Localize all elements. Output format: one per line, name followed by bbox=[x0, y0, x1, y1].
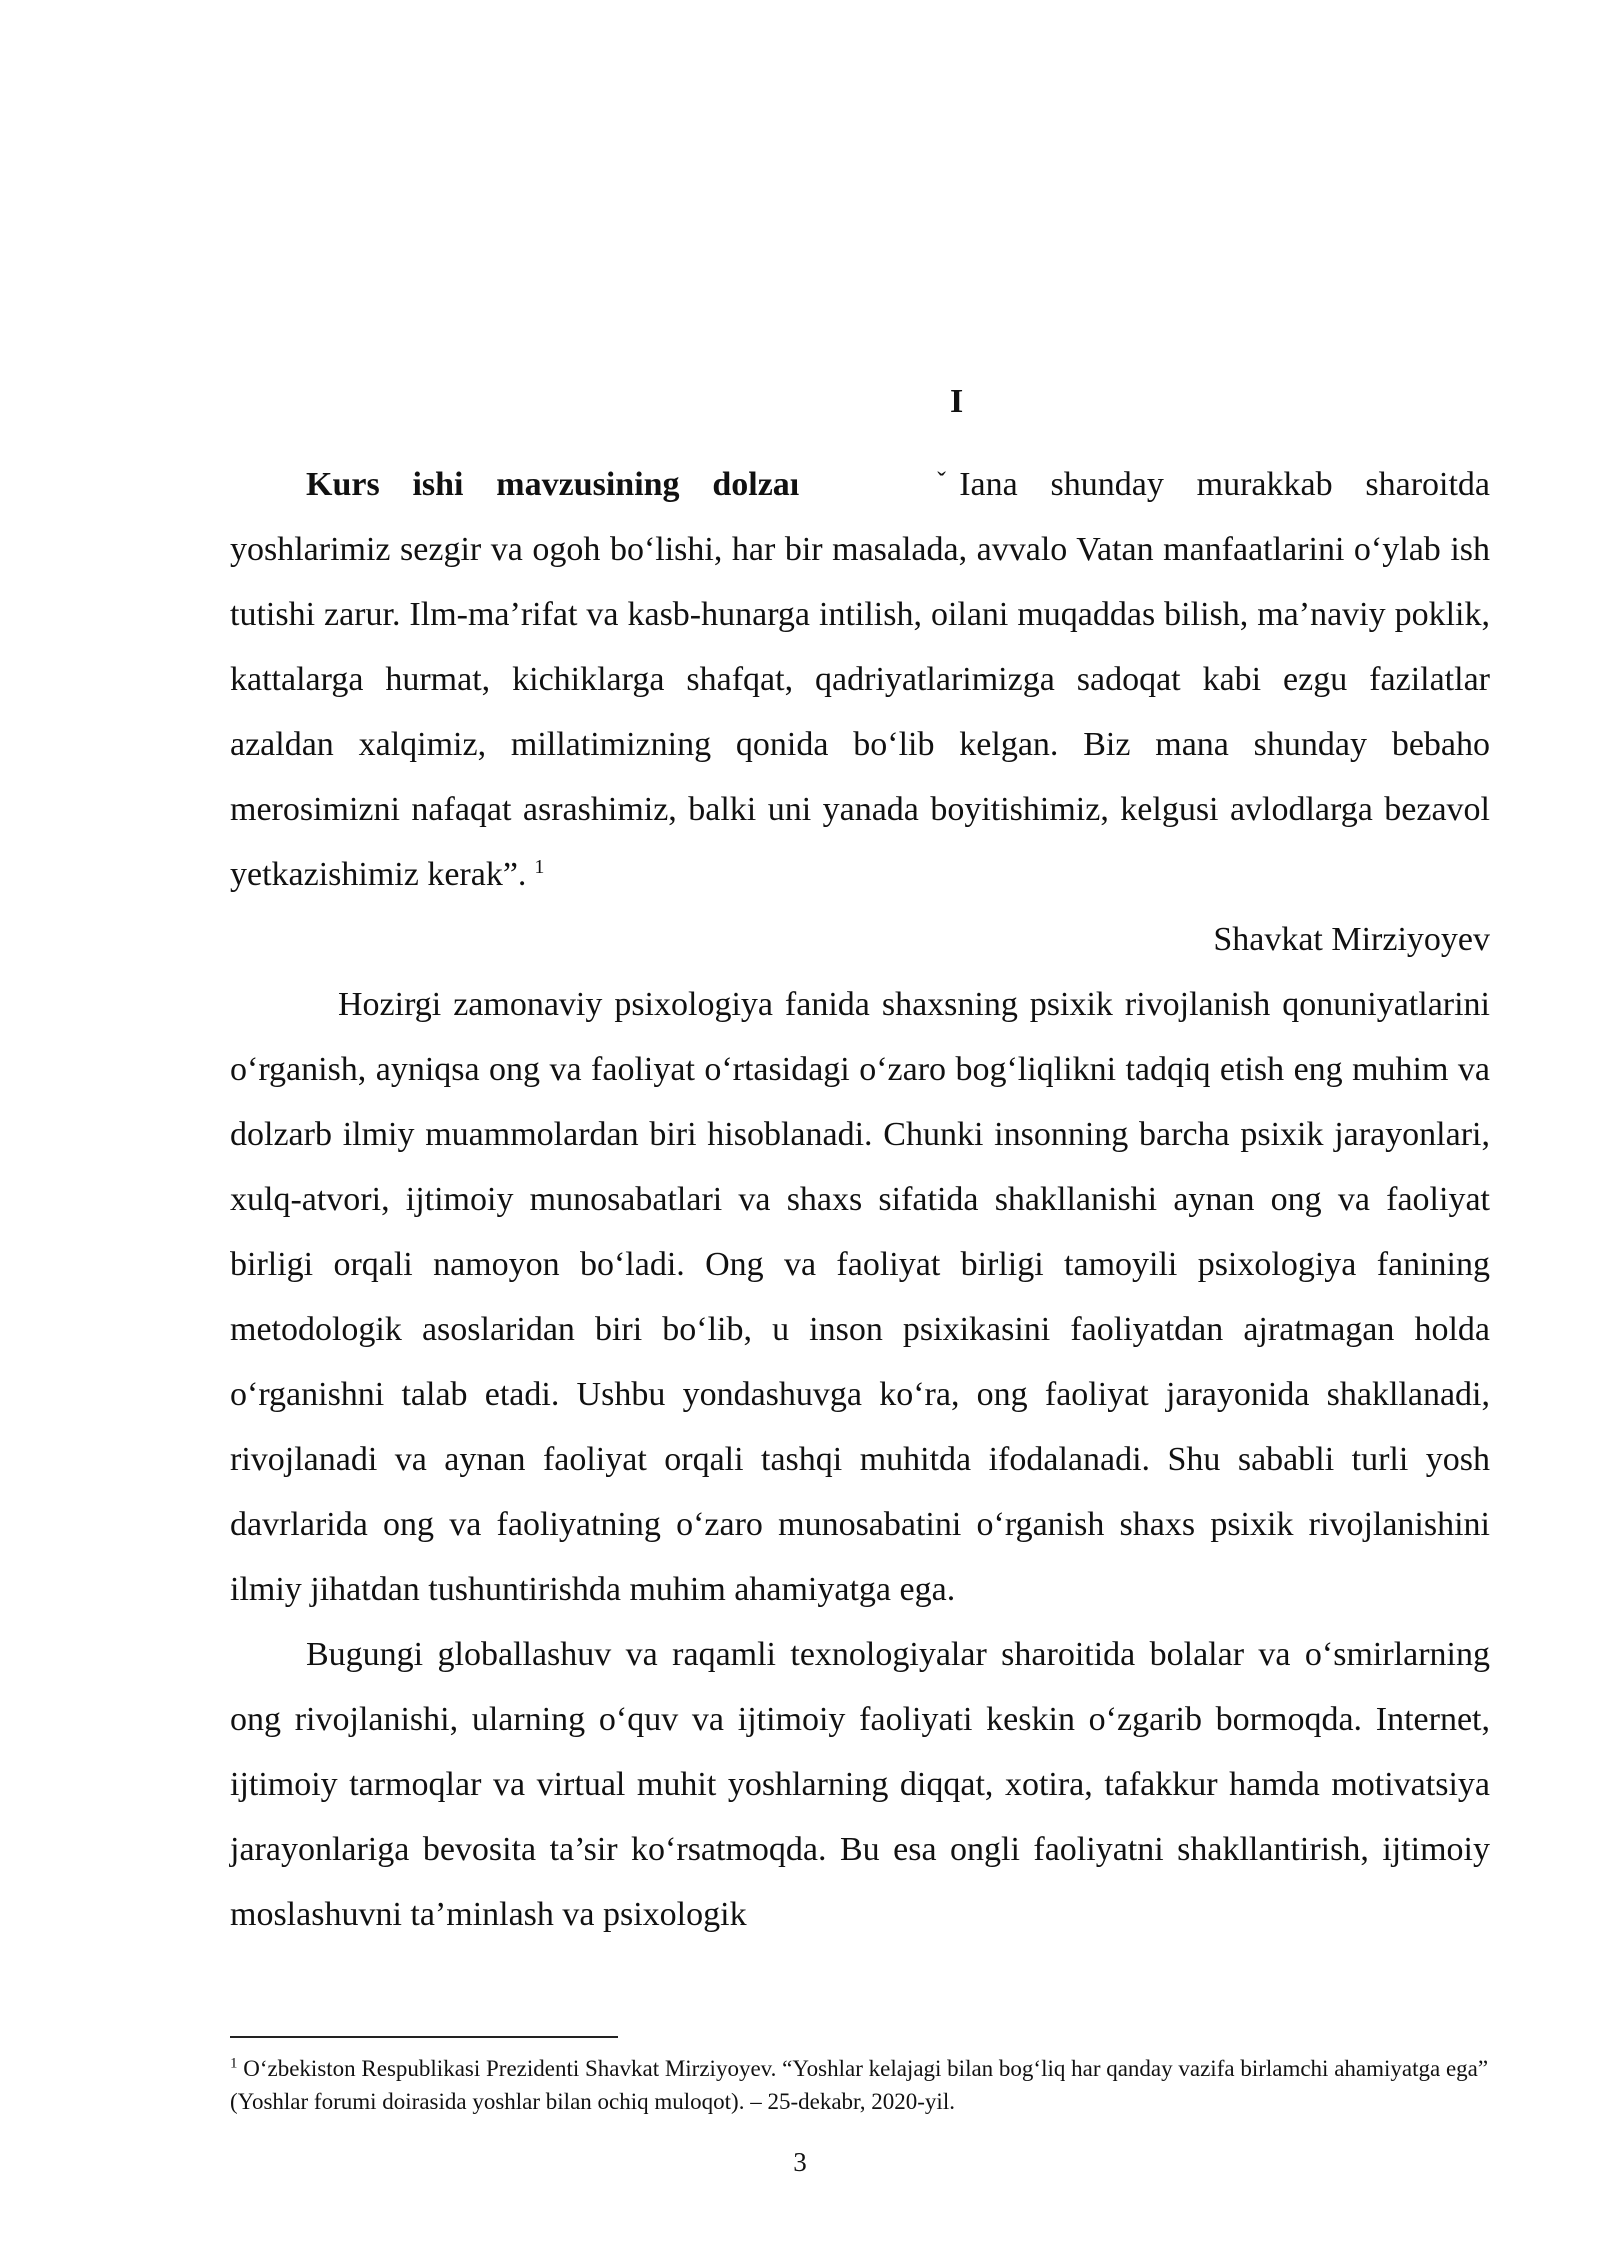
paragraph-2: Bugungi globallashuv va raqamli texnologiyalar sharoitida bolalar va o‘smirlarning ong rivojlanishi, ularning o‘quv va ijtimoiy faoliyati keskin o‘zgarib bormoqda. Internet, ijtimoiy tarmoqlar va virtual muhit yoshlarning diqqat, xotira, tafakkur hamda motivatsiya jarayonlariga bevosita ta’sir ko‘rsatmoqda. Bu esa ongli faoliyatni shakllantirish, ijtimoiy moslashuvni ta’minlash va psixologik bbox=[230, 1636, 1490, 1933]
intro-bold-lead: Kurs ishi mavzusining dolzaı bbox=[306, 466, 800, 503]
paragraph-1: Hozirgi zamonaviy psixologiya fanida shaxsning psixik rivojlanish qonuniyatlarini o‘rganish, ayniqsa ong va faoliyat o‘rtasidagi o‘zaro bog‘liqlikni tadqiq etish eng muhim va dolzarb ilmiy muammolardan biri hisoblanadi. Chunki insonning barcha psixik jarayonlari, xulq-atvori, ijtimoiy munosabatlari va shaxs sifatida shakllanishi aynan ong va faoliyat birligi orqali namoyon bo‘ladi. Ong va faoliyat birligi tamoyili psixologiya fanining metodologik asoslaridan biri bo‘lib, u inson psixikasini faoliyatdan ajratmagan holda o‘rganishni talab etadi. Ushbu yondashuvga ko‘ra, ong faoliyat jarayonida shakllanadi, rivojlanadi va aynan faoliyat orqali tashqi muhitda ifodalanadi. Shu sababli turli yosh davrlarida ong va faoliyatning o‘zaro munosabatini o‘rganish shaxs psixik rivojlanishini ilmiy jihatdan tushuntirishda muhim ahamiyatga ega. bbox=[230, 986, 1490, 1608]
section-heading-fragment: I bbox=[950, 383, 964, 420]
footnote-separator bbox=[230, 2036, 618, 2038]
page-number: 3 bbox=[793, 2147, 807, 2177]
quote-author: Shavkat Mirziyoyev bbox=[1213, 921, 1490, 958]
intro-text: Iana shunday murakkab sharoitda yoshlarimiz sezgir va ogoh bo‘lishi, har bir masalada, avvalo Vatan manfaatlarini o‘ylab ish tutishi zarur. Ilm-ma’rifat va kasb-hunarga intilish, oilani muqaddas bilish, ma’naviy poklik, kattalarga hurmat, kichiklarga shafqat, qadriyatlarimizga sadoqat kabi ezgu fazilatlar azaldan xalqimiz, millatimizning qonida bo‘lib kelgan. Biz mana shunday bebaho merosimizni nafaqat asrashimiz, balki uni yanada boyitishimiz, kelgusi avlodlarga bezavol yetkazishimiz kerak”. bbox=[230, 466, 1490, 893]
intro-paragraph bbox=[230, 452, 1490, 907]
footnote-reference: 1 bbox=[534, 855, 545, 878]
gap-tick: ˇ bbox=[937, 467, 946, 496]
footnote bbox=[230, 2052, 1490, 2118]
footnote-number: 1 bbox=[230, 2055, 238, 2072]
footnote-text: O‘zbekiston Respublikasi Prezidenti Shavkat Mirziyoyev. “Yoshlar kelajagi bilan bog‘liq har qanday vazifa birlamchi ahamiyatga ega” (Yoshlar forumi doirasida yoshlar bilan ochiq muloqot). – 25-dekabr, 2020-yil. bbox=[230, 2056, 1489, 2114]
main-text bbox=[230, 452, 1490, 1947]
